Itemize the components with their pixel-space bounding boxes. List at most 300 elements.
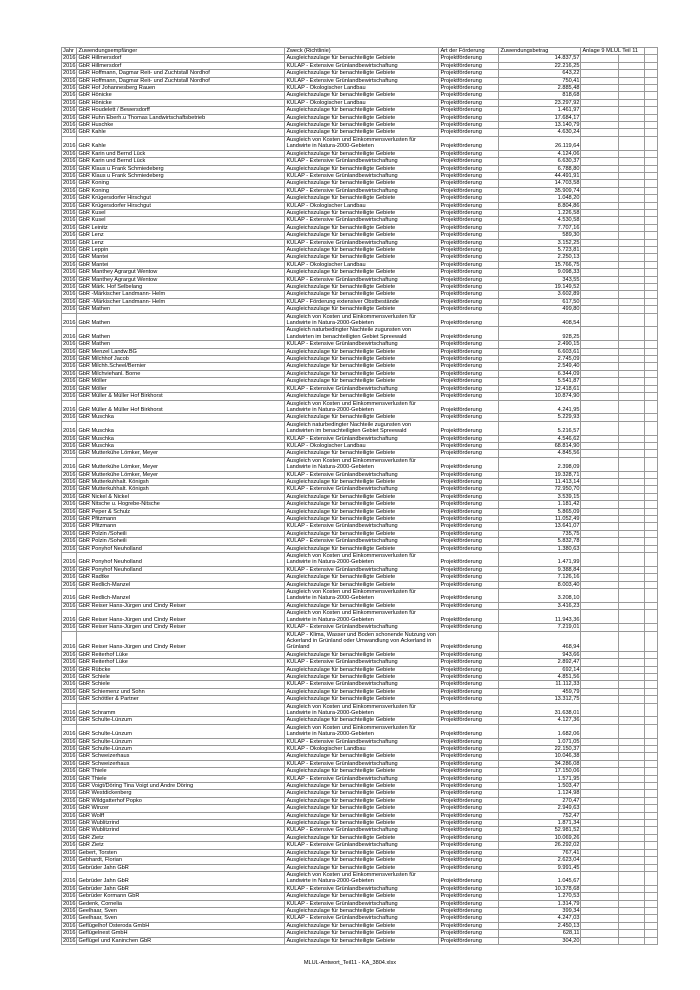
cell-purpose: Ausgleichszulage für benachteiligte Gebiete	[285, 797, 439, 804]
cell-empty	[645, 421, 658, 435]
cell-empty	[645, 602, 658, 609]
cell-empty	[619, 760, 645, 767]
cell-recipient: GbR Peper & Schulz	[77, 508, 285, 515]
cell-year: 2016	[63, 820, 76, 827]
cell-year: 2016	[63, 239, 76, 246]
cell-funding-type: Projektförderung	[439, 478, 499, 485]
cell-year: 2016	[62, 703, 77, 717]
cell-amount: 10.069,26	[499, 834, 581, 841]
cell-recipient: Gebrüder Kormann GbR	[77, 893, 285, 900]
cell-year: 2016	[62, 631, 77, 651]
cell-year: 2016	[63, 651, 76, 658]
cell-empty	[581, 306, 619, 313]
cell-empty	[619, 107, 645, 114]
cell-empty	[581, 150, 619, 157]
cell-empty	[645, 385, 658, 392]
cell-empty	[619, 313, 645, 327]
header-empty	[645, 48, 658, 55]
cell-year: 2016	[63, 129, 76, 136]
cell-empty	[581, 717, 619, 724]
cell-empty	[645, 493, 658, 500]
cell-year: 2016	[63, 486, 76, 493]
cell-empty	[645, 261, 658, 268]
cell-empty	[581, 631, 619, 651]
cell-purpose: Ausgleichszulage für benachteiligte Gebiete	[285, 930, 439, 937]
table-row	[62, 812, 658, 819]
cell-funding-type: Projektförderung	[439, 659, 499, 666]
cell-empty	[619, 659, 645, 666]
cell-recipient: GbR Radtke	[77, 574, 285, 581]
cell-funding-type: Projektförderung	[439, 696, 499, 703]
cell-empty	[581, 269, 619, 276]
table-row	[62, 589, 658, 603]
cell-recipient: GbR Klaus u Frank Schmiedeberg	[77, 172, 285, 179]
cell-year: 2016	[62, 136, 77, 150]
cell-empty	[619, 631, 645, 651]
cell-amount: 3.208,10	[499, 589, 581, 603]
cell-funding-type: Projektförderung	[439, 363, 499, 370]
cell-funding-type: Projektförderung	[439, 834, 499, 841]
cell-recipient: GbR Krügersdorfer Hirschgut	[77, 202, 285, 209]
cell-empty	[581, 790, 619, 797]
cell-empty	[645, 631, 658, 651]
header-funding-type: Art der Förderung	[439, 48, 499, 55]
cell-year: 2016	[63, 775, 76, 782]
cell-funding-type: Projektförderung	[439, 922, 499, 929]
cell-purpose: KULAP - Extensive Grünlandbewirtschaftung	[285, 486, 439, 493]
cell-amount: 2.745,09	[499, 356, 581, 363]
cell-recipient: GbR Koning	[77, 187, 285, 194]
cell-amount: 8.003,40	[499, 581, 581, 588]
cell-empty	[619, 187, 645, 194]
cell-amount: 2.250,13	[499, 254, 581, 261]
cell-empty	[645, 136, 658, 150]
cell-recipient: GbR Muschka	[77, 435, 285, 442]
cell-amount: 270,47	[499, 797, 581, 804]
cell-funding-type: Projektförderung	[439, 378, 499, 385]
cell-empty	[619, 92, 645, 99]
cell-empty	[581, 450, 619, 457]
cell-purpose: KULAP - Extensive Grünlandbewirtschaftung	[285, 659, 439, 666]
cell-empty	[645, 85, 658, 92]
cell-amount: 44.491,91	[499, 172, 581, 179]
table-row	[62, 753, 658, 760]
cell-year: 2016	[63, 471, 76, 478]
cell-empty	[619, 195, 645, 202]
cell-purpose: Ausgleichszulage für benachteiligte Gebiete	[285, 516, 439, 523]
cell-recipient: GbR Müller & Müller Hof Birkhorst	[77, 400, 285, 414]
cell-funding-type: Projektförderung	[439, 673, 499, 680]
cell-amount: 1.071,05	[499, 738, 581, 745]
cell-funding-type: Projektförderung	[439, 775, 499, 782]
cell-empty	[619, 269, 645, 276]
cell-empty	[581, 478, 619, 485]
cell-empty	[581, 922, 619, 929]
cell-empty	[645, 581, 658, 588]
cell-empty	[645, 842, 658, 849]
cell-purpose: Ausgleichszulage für benachteiligte Gebiete	[285, 820, 439, 827]
cell-empty	[645, 195, 658, 202]
cell-purpose: Ausgleich von Kosten und Einkommensverlusten für Landwirte in Natura-2000-Gebieten	[285, 400, 439, 414]
cell-empty	[645, 688, 658, 695]
cell-recipient: GbR Schulte-Lünzum	[77, 717, 285, 724]
cell-year: 2016	[63, 790, 76, 797]
cell-amount: 13.140,79	[499, 122, 581, 129]
cell-amount: 818,68	[499, 92, 581, 99]
cell-funding-type: Projektförderung	[439, 107, 499, 114]
cell-empty	[619, 857, 645, 864]
table-row	[62, 703, 658, 717]
cell-empty	[645, 827, 658, 834]
cell-funding-type: Projektförderung	[439, 768, 499, 775]
cell-empty	[581, 378, 619, 385]
cell-empty	[619, 150, 645, 157]
cell-empty	[619, 922, 645, 929]
table-row	[62, 797, 658, 804]
cell-recipient: GbR Leinitz	[77, 224, 285, 231]
cell-empty	[619, 450, 645, 457]
cell-purpose: Ausgleichszulage für benachteiligte Gebiete	[285, 165, 439, 172]
cell-funding-type: Projektförderung	[439, 717, 499, 724]
table-row	[62, 298, 658, 305]
cell-year: 2016	[63, 478, 76, 485]
cell-empty	[645, 122, 658, 129]
cell-year: 2016	[62, 457, 77, 471]
cell-amount: 52.981,52	[499, 827, 581, 834]
cell-purpose: KULAP - Extensive Grünlandbewirtschaftung	[285, 885, 439, 892]
cell-empty	[581, 70, 619, 77]
cell-amount: 19.328,71	[499, 471, 581, 478]
cell-empty	[619, 930, 645, 937]
cell-recipient: GbR Ponyhof Neuholland	[77, 566, 285, 573]
cell-purpose: Ausgleichszulage für benachteiligte Gebiete	[285, 768, 439, 775]
cell-recipient: GbR Wublitzrind	[77, 827, 285, 834]
cell-amount: 11.052,49	[499, 516, 581, 523]
table-row	[62, 673, 658, 680]
cell-recipient: GbR Reiterhof Lüke	[77, 651, 285, 658]
cell-recipient: GbR Winzer	[77, 805, 285, 812]
cell-amount: 1.503,47	[499, 783, 581, 790]
cell-recipient: GbR Mathen	[77, 327, 285, 341]
cell-year: 2016	[63, 746, 76, 752]
cell-purpose: KULAP - Extensive Grünlandbewirtschaftung	[285, 566, 439, 573]
cell-recipient: GbR Mantei	[77, 254, 285, 261]
cell-empty	[581, 129, 619, 136]
cell-amount: 735,75	[499, 530, 581, 537]
cell-empty	[581, 827, 619, 834]
cell-funding-type: Projektförderung	[439, 760, 499, 767]
cell-funding-type: Projektförderung	[439, 566, 499, 573]
cell-purpose: Ausgleichszulage für benachteiligte Gebiete	[285, 922, 439, 929]
cell-funding-type: Projektförderung	[439, 298, 499, 305]
cell-empty	[645, 400, 658, 414]
table-row	[62, 150, 658, 157]
cell-year: 2016	[63, 893, 76, 900]
cell-funding-type: Projektförderung	[439, 812, 499, 819]
table-row	[62, 659, 658, 666]
cell-empty	[645, 239, 658, 246]
cell-empty	[581, 457, 619, 471]
funding-table	[61, 47, 658, 945]
cell-empty	[645, 724, 658, 738]
cell-empty	[645, 114, 658, 121]
cell-recipient: GbR Nitsche u. Hogrebe-Nitsche	[77, 501, 285, 508]
cell-empty	[581, 783, 619, 790]
table-row	[62, 85, 658, 92]
table-row	[62, 624, 658, 631]
cell-funding-type: Projektförderung	[439, 900, 499, 907]
cell-year: 2016	[63, 907, 76, 914]
cell-purpose: Ausgleich von Kosten und Einkommensverlusten für Landwirte in Natura-2000-Gebieten	[285, 724, 439, 738]
cell-purpose: KULAP - Extensive Grünlandbewirtschaftung	[285, 341, 439, 348]
cell-recipient: GbR Kusel	[77, 209, 285, 216]
cell-year: 2016	[63, 450, 76, 457]
cell-funding-type: Projektförderung	[439, 114, 499, 121]
cell-empty	[645, 327, 658, 341]
cell-amount: 643,22	[499, 70, 581, 77]
cell-empty	[645, 348, 658, 355]
cell-amount: 31.638,01	[499, 703, 581, 717]
cell-year: 2016	[62, 313, 77, 327]
cell-empty	[619, 746, 645, 753]
cell-empty	[581, 775, 619, 782]
cell-empty	[581, 805, 619, 812]
cell-empty	[581, 385, 619, 392]
cell-empty	[619, 356, 645, 363]
cell-funding-type: Projektförderung	[439, 681, 499, 688]
cell-recipient: GbR Pfitzmann	[77, 523, 285, 530]
cell-purpose: Ausgleichszulage für benachteiligte Gebiete	[285, 195, 439, 202]
cell-amount: 5.723,81	[499, 246, 581, 253]
cell-purpose: KULAP - Extensive Grünlandbewirtschaftung	[285, 471, 439, 478]
cell-funding-type: Projektförderung	[439, 610, 499, 624]
sheet-footer-filename: MLUL-Antwort_Teil11 - KA_3804.xlsx	[303, 960, 397, 966]
cell-amount: 4.127,36	[499, 717, 581, 724]
cell-amount: 589,30	[499, 232, 581, 239]
cell-recipient: GbR Menzel Landw.BG	[77, 348, 285, 355]
cell-year: 2016	[63, 574, 76, 581]
table-row	[62, 805, 658, 812]
cell-amount: 4.845,56	[499, 450, 581, 457]
cell-amount: 2.549,40	[499, 363, 581, 370]
cell-empty	[581, 55, 619, 62]
cell-empty	[619, 493, 645, 500]
cell-recipient: GbR Huhn Eberh.u Thomas Landwirtschaftsbetrieb	[77, 114, 285, 121]
cell-empty	[581, 864, 619, 871]
cell-purpose: Ausgleichszulage für benachteiligte Gebiete	[285, 224, 439, 231]
cell-year: 2016	[63, 545, 76, 552]
table-row	[62, 284, 658, 291]
cell-empty	[581, 545, 619, 552]
cell-empty	[645, 232, 658, 239]
cell-purpose: KULAP - Extensive Grünlandbewirtschaftung	[285, 217, 439, 224]
cell-funding-type: Projektförderung	[439, 165, 499, 172]
cell-empty	[581, 313, 619, 327]
cell-funding-type: Projektförderung	[439, 581, 499, 588]
cell-empty	[645, 857, 658, 864]
cell-amount: 11.112,33	[499, 681, 581, 688]
cell-amount: 468,94	[499, 631, 581, 651]
cell-amount: 2.885,48	[499, 85, 581, 92]
cell-recipient: GbR Schweizerhaus	[77, 753, 285, 760]
cell-year: 2016	[63, 217, 76, 224]
cell-empty	[581, 760, 619, 767]
cell-purpose: Ausgleichszulage für benachteiligte Gebiete	[285, 348, 439, 355]
cell-empty	[645, 435, 658, 442]
cell-empty	[645, 378, 658, 385]
table-row	[62, 442, 658, 449]
table-row	[62, 651, 658, 658]
cell-empty	[581, 508, 619, 515]
cell-empty	[581, 172, 619, 179]
cell-funding-type: Projektförderung	[439, 857, 499, 864]
table-row	[62, 114, 658, 121]
cell-funding-type: Projektförderung	[439, 414, 499, 421]
cell-amount: 399,34	[499, 907, 581, 914]
cell-empty	[645, 624, 658, 631]
cell-recipient: Geflügelnest GmbH	[77, 930, 285, 937]
cell-empty	[619, 180, 645, 187]
cell-recipient: GbR Wildgatterhof Popko	[77, 797, 285, 804]
cell-year: 2016	[62, 421, 77, 435]
cell-empty	[619, 790, 645, 797]
cell-purpose: KULAP - Extensive Grünlandbewirtschaftung	[285, 77, 439, 84]
cell-purpose: Ausgleichszulage für benachteiligte Gebiete	[285, 717, 439, 724]
cell-purpose: Ausgleichszulage für benachteiligte Gebiete	[285, 291, 439, 298]
cell-recipient: GbR Zietz	[77, 842, 285, 849]
cell-amount: 4.630,24	[499, 129, 581, 136]
table-row	[62, 493, 658, 500]
cell-empty	[619, 907, 645, 914]
cell-recipient: GbR Muschka	[77, 414, 285, 421]
cell-year: 2016	[63, 246, 76, 253]
cell-empty	[619, 378, 645, 385]
cell-empty	[581, 291, 619, 298]
cell-funding-type: Projektförderung	[439, 55, 499, 62]
cell-empty	[619, 666, 645, 673]
table-row	[62, 523, 658, 530]
cell-amount: 17.684,17	[499, 114, 581, 121]
cell-recipient: GbR Muschka	[77, 421, 285, 435]
cell-purpose: KULAP - Extensive Grünlandbewirtschaftung	[285, 276, 439, 283]
cell-purpose: Ausgleich von Kosten und Einkommensverlusten für Landwirte in Natura-2000-Gebieten	[285, 457, 439, 471]
cell-empty	[619, 797, 645, 804]
table-row	[62, 566, 658, 573]
cell-empty	[619, 327, 645, 341]
cell-empty	[645, 246, 658, 253]
cell-empty	[581, 681, 619, 688]
table-row	[62, 666, 658, 673]
table-row	[62, 907, 658, 914]
table-row	[62, 834, 658, 841]
cell-empty	[619, 827, 645, 834]
table-row	[62, 545, 658, 552]
cell-purpose: KULAP - Extensive Grünlandbewirtschaftung	[285, 827, 439, 834]
cell-year: 2016	[63, 99, 76, 106]
table-row	[62, 768, 658, 775]
cell-funding-type: Projektförderung	[439, 530, 499, 537]
cell-empty	[645, 187, 658, 194]
cell-amount: 1.571,95	[499, 775, 581, 782]
cell-funding-type: Projektförderung	[439, 85, 499, 92]
cell-empty	[581, 414, 619, 421]
cell-recipient: GbR Polzin /Soheili	[77, 530, 285, 537]
cell-recipient: GbR Mutterkuhhalt. Königsh	[77, 486, 285, 493]
cell-empty	[581, 254, 619, 261]
cell-empty	[581, 370, 619, 377]
table-row	[62, 849, 658, 856]
cell-year: 2016	[63, 666, 76, 673]
table-row	[62, 363, 658, 370]
cell-empty	[645, 165, 658, 172]
cell-empty	[581, 538, 619, 545]
cell-empty	[581, 232, 619, 239]
cell-amount: 10.378,68	[499, 885, 581, 892]
cell-funding-type: Projektförderung	[439, 842, 499, 849]
cell-funding-type: Projektförderung	[439, 224, 499, 231]
cell-empty	[619, 298, 645, 305]
cell-empty	[645, 284, 658, 291]
table-row	[62, 187, 658, 194]
cell-purpose: Ausgleichszulage für benachteiligte Gebiete	[285, 530, 439, 537]
cell-recipient: GbR Hof Johannesberg Rauen	[77, 85, 285, 92]
cell-empty	[581, 493, 619, 500]
cell-purpose: Ausgleich naturbedingter Nachteile zugunsten von Landwirten im benachteiligten Gebiet Spreewald	[285, 421, 439, 435]
cell-purpose: Ausgleichszulage für benachteiligte Gebiete	[285, 370, 439, 377]
cell-recipient: GbR Kahle	[77, 129, 285, 136]
cell-funding-type: Projektförderung	[439, 435, 499, 442]
cell-empty	[619, 486, 645, 493]
table-row	[62, 827, 658, 834]
cell-empty	[645, 363, 658, 370]
cell-year: 2016	[62, 553, 77, 567]
cell-empty	[581, 165, 619, 172]
cell-amount: 8.804,86	[499, 202, 581, 209]
cell-purpose: Ausgleichszulage für benachteiligte Gebiete	[285, 857, 439, 864]
cell-recipient: Gebrüder Jahn GbR	[77, 864, 285, 871]
cell-empty	[581, 435, 619, 442]
cell-empty	[619, 864, 645, 871]
cell-empty	[619, 77, 645, 84]
table-row	[62, 217, 658, 224]
cell-empty	[581, 900, 619, 907]
cell-empty	[619, 530, 645, 537]
cell-amount: 1.471,99	[499, 553, 581, 567]
cell-funding-type: Projektförderung	[439, 313, 499, 327]
cell-empty	[645, 276, 658, 283]
cell-funding-type: Projektförderung	[439, 545, 499, 552]
cell-recipient: GbR Reiser Hans-Jürgen und Cindy Reiser	[77, 624, 285, 631]
cell-empty	[581, 768, 619, 775]
cell-funding-type: Projektförderung	[439, 915, 499, 922]
cell-recipient: GbR Hönicke	[77, 92, 285, 99]
cell-empty	[645, 129, 658, 136]
cell-purpose: Ausgleich von Kosten und Einkommensverlusten für Landwirte in Natura-2000-Gebieten	[285, 589, 439, 603]
cell-recipient: GbR Mathen	[77, 313, 285, 327]
cell-empty	[619, 602, 645, 609]
cell-purpose: Ausgleichszulage für benachteiligte Gebiete	[285, 581, 439, 588]
cell-empty	[645, 775, 658, 782]
cell-empty	[645, 180, 658, 187]
table-row	[62, 450, 658, 457]
table-row	[62, 724, 658, 738]
cell-purpose: Ausgleichszulage für benachteiligte Gebiete	[285, 805, 439, 812]
cell-funding-type: Projektförderung	[439, 820, 499, 827]
cell-purpose: Ausgleich von Kosten und Einkommensverlusten für Landwirte in Natura-2000-Gebieten	[285, 871, 439, 885]
cell-purpose: KULAP - Ökologischer Landbau	[285, 85, 439, 92]
cell-year: 2016	[63, 760, 76, 767]
cell-year: 2016	[63, 566, 76, 573]
